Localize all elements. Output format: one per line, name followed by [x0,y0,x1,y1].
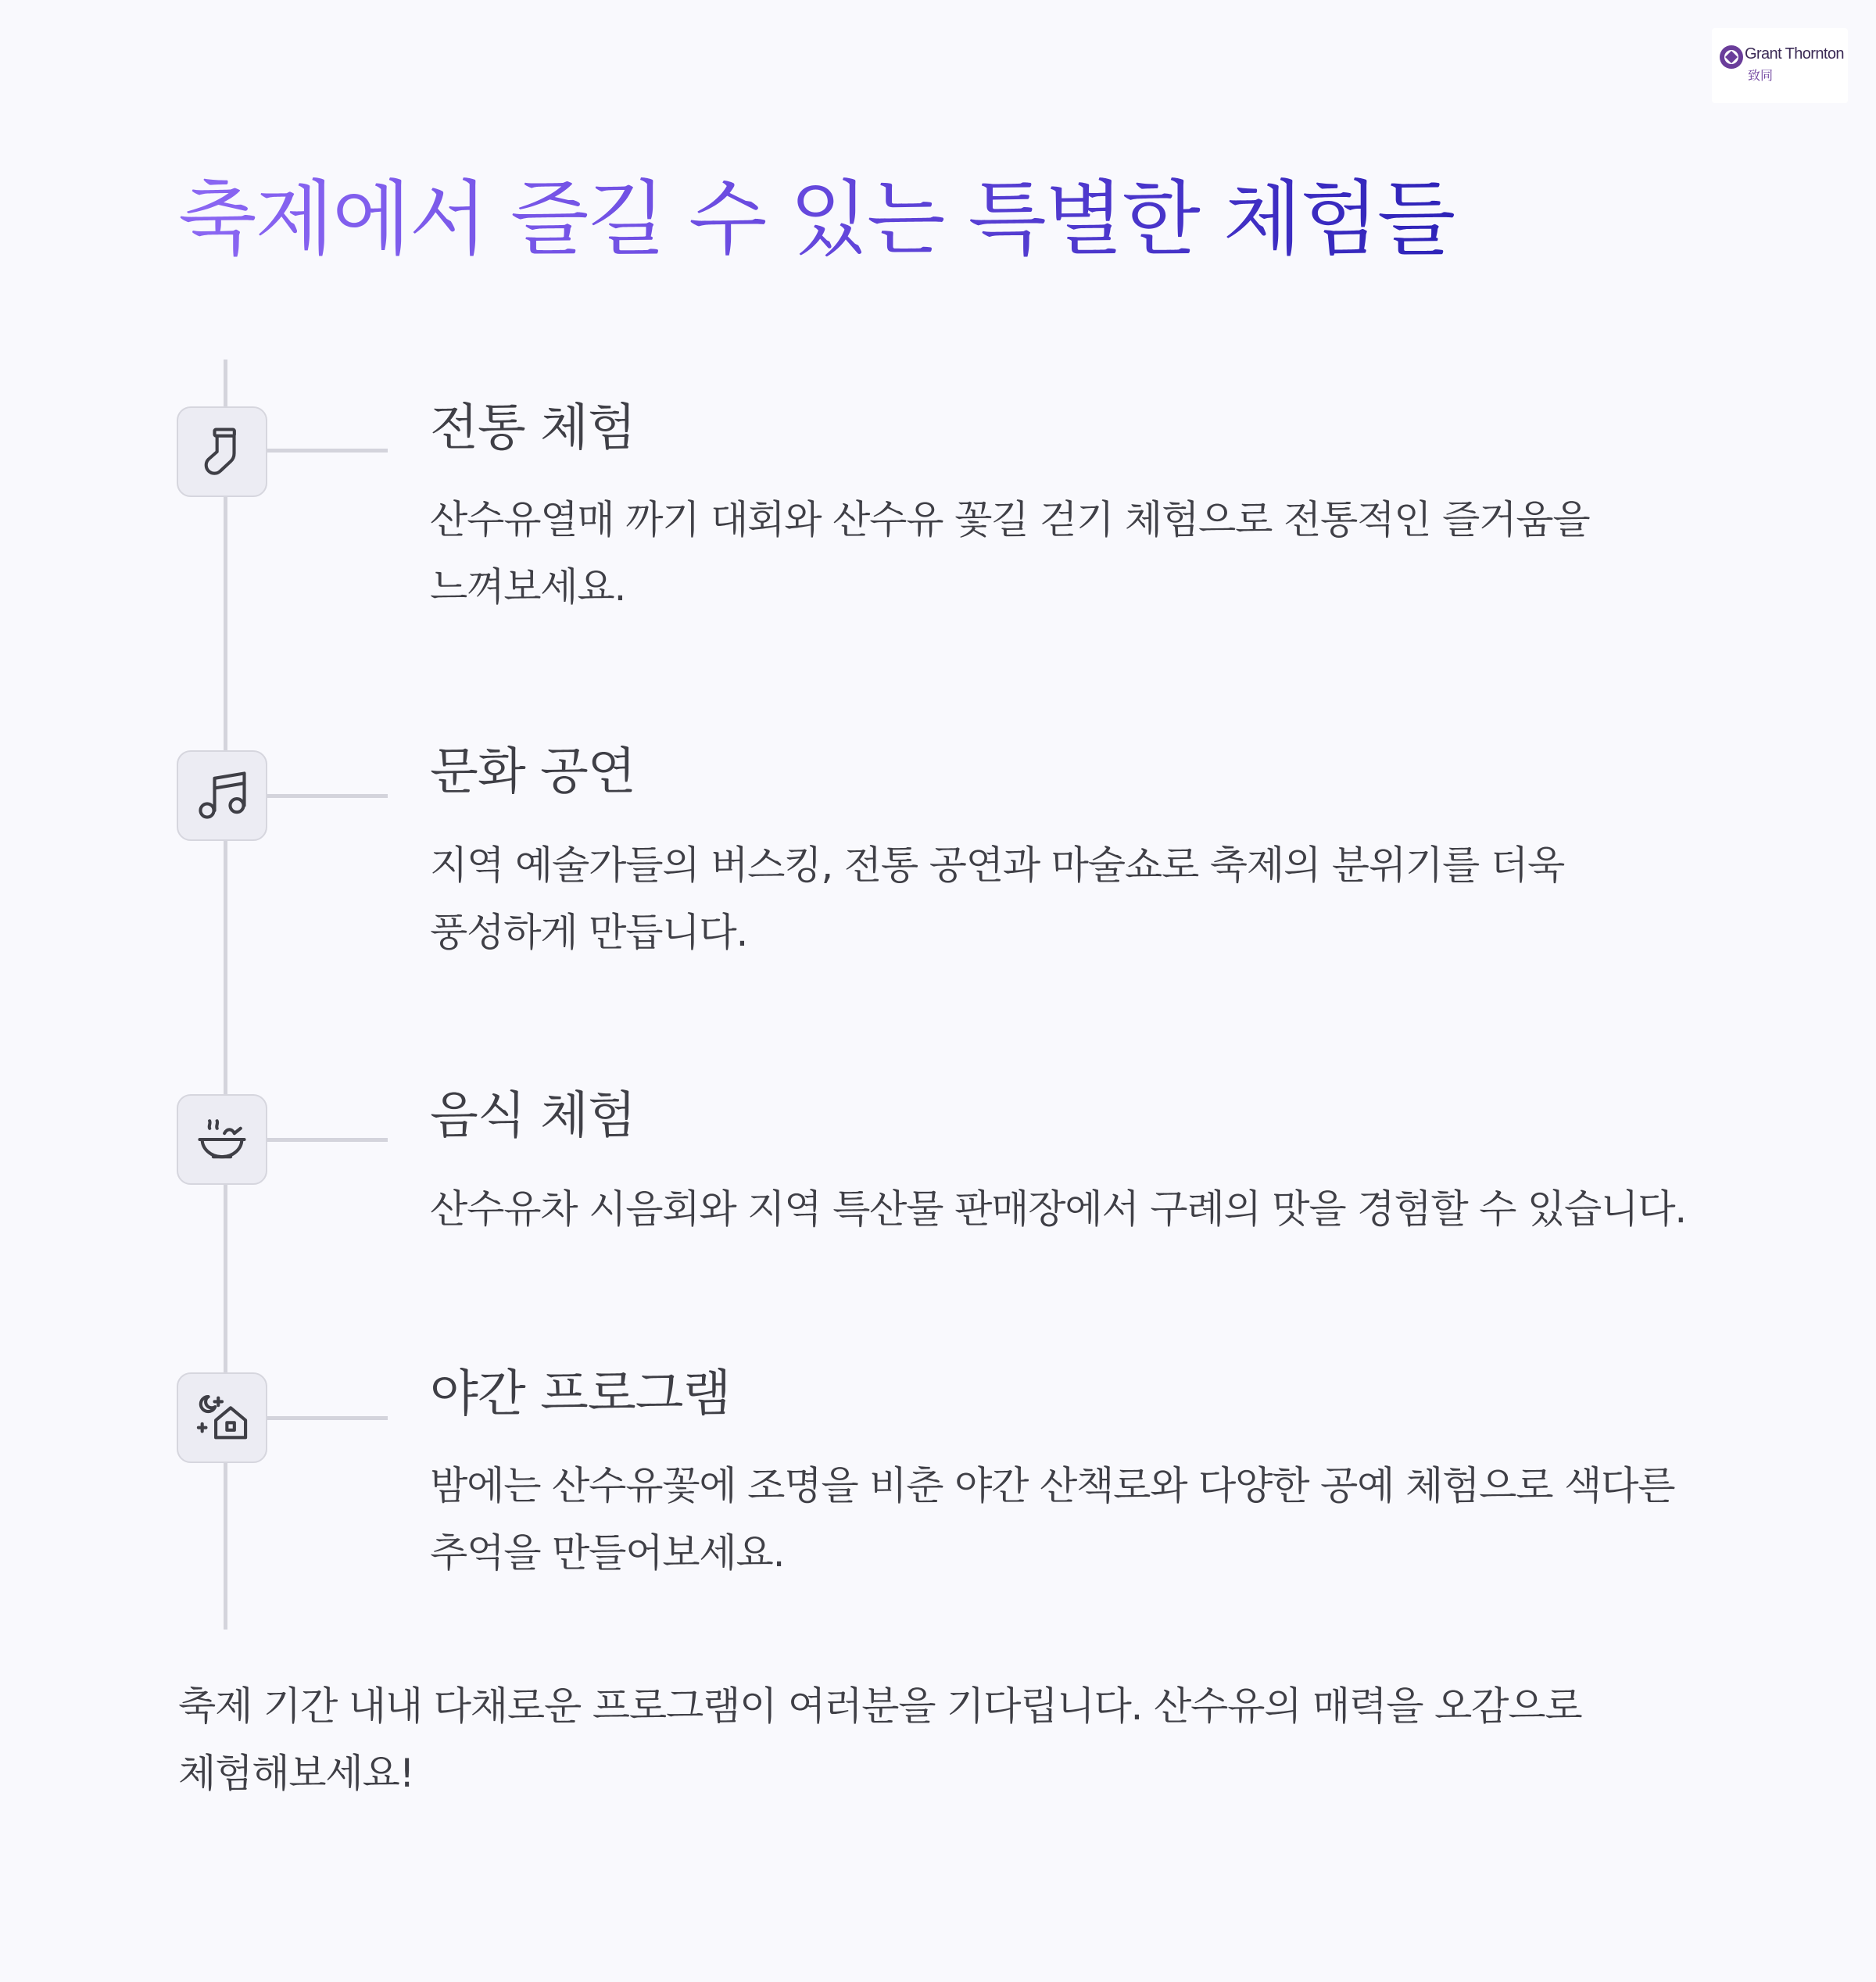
icon-box-night [177,1372,267,1463]
item-title-culture: 문화 공연 [430,743,635,801]
logo-subtitle: 致同 [1748,68,1774,83]
logo-mark-icon [1718,44,1745,70]
soup-bowl-icon [192,1110,252,1169]
item-title-night: 야간 프로그램 [430,1365,731,1423]
icon-box-culture [177,750,267,841]
logo-name: Grant Thornton [1745,45,1844,63]
item-description-traditional: 산수유열매 까기 대회와 산수유 꽃길 걷기 체험으로 전통적인 즐거움을 느껴보세요. [430,497,1590,610]
item-description-food: 산수유차 시음회와 지역 특산물 판매장에서 구례의 맛을 경험할 수 있습니다. [430,1186,1687,1232]
connector-traditional [267,449,388,453]
icon-box-food [177,1094,267,1185]
grant-thornton-logo [1712,28,1848,103]
connector-culture [267,794,388,798]
sock-icon [192,422,252,481]
item-title-traditional: 전통 체험 [430,399,635,457]
item-description-night: 밤에는 산수유꽃에 조명을 비춘 야간 산책로와 다양한 공예 체험으로 색다른 추억을 만들어보세요. [430,1463,1675,1576]
icon-box-traditional [177,406,267,497]
item-title-food: 음식 체험 [430,1087,635,1145]
connector-night [267,1416,388,1420]
music-note-icon [192,766,252,825]
footer-text: 축제 기간 내내 다채로운 프로그램이 여러분을 기다립니다. 산수유의 매력을 오감으로 체험해보세요! [178,1683,1582,1796]
item-description-culture: 지역 예술가들의 버스킹, 전통 공연과 마술쇼로 축제의 분위기를 더욱 풍성하게 만듭니다. [430,843,1565,955]
page-title: 축제에서 즐길 수 있는 특별한 체험들 [178,171,1455,267]
connector-food [267,1138,388,1142]
house-moon-icon [192,1388,252,1447]
